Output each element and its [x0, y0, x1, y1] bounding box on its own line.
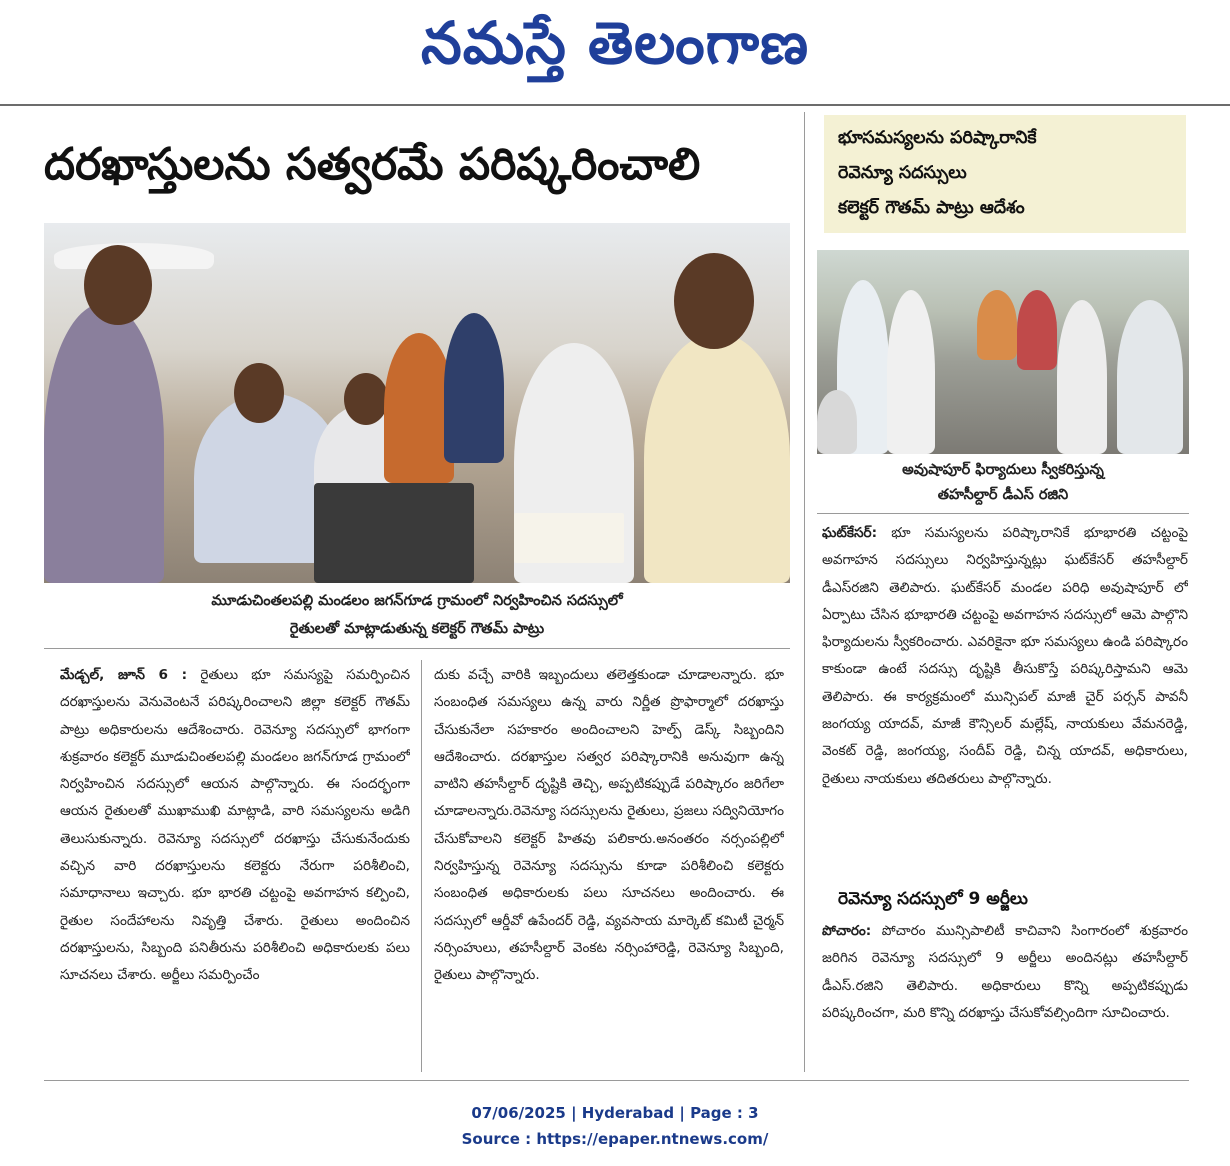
masthead-divider — [0, 104, 1230, 106]
pocharam-dateline: పోచారం: — [822, 923, 872, 939]
child-shape — [817, 390, 857, 454]
side-photo-caption-1: అవుషాపూర్ ఫిర్యాదులు స్వీకరిస్తున్న — [902, 462, 1104, 478]
section-divider — [804, 112, 805, 1072]
subheadline-3: కలెక్టర్ గౌతమ్ పాట్రు ఆదేశం — [838, 198, 1025, 218]
article-column-3 — [822, 520, 1188, 875]
person-head-shape — [674, 253, 754, 349]
person-standing-shape — [444, 313, 504, 463]
article-column-2 — [434, 662, 784, 1072]
person-head-shape — [344, 373, 388, 425]
footer-source: Source : https://epaper.ntnews.com/ — [461, 1130, 769, 1148]
footer — [0, 1100, 1230, 1152]
ghatkesar-dateline: ఘట్‌కేసర్: — [822, 525, 878, 541]
subheadline-box — [824, 115, 1186, 233]
papers-shape — [514, 513, 624, 563]
person-head-shape — [234, 363, 284, 423]
article-dateline: మేడ్చల్, జూన్ 6 : — [60, 667, 188, 683]
caption-divider — [817, 513, 1189, 514]
article-column-1 — [60, 662, 410, 1072]
subheadline-2: రెవెన్యూ సదస్సులు — [838, 163, 967, 183]
column-divider — [421, 660, 422, 1072]
footer-date-page: 07/06/2025 | Hyderabad | Page : 3 — [471, 1104, 759, 1122]
person-standing-shape — [44, 303, 164, 583]
article-headline: దరఖాస్తులను సత్వరమే పరిష్కరించాలి — [44, 139, 701, 190]
person-standing-shape — [1117, 300, 1183, 454]
person-standing-shape — [1057, 300, 1107, 454]
subheadline-1: భూసమస్యలను పరిష్కారానికే — [838, 128, 1037, 148]
ghatkesar-body: భూ సమస్యలను పరిష్కారానికే భూభారతి చట్టంపై అవగాహన సదస్సులు నిర్వహిస్తున్నట్లు ఘట్‌కేసర్ తహసీల్దార్ డీఎస్‌రజిని తెలిపారు. ఘట్‌కేసర్ మండల పరిధి అవుషాపూర్ లో ఏర్పాటు చేసిన భూభారతి చట్టంపై అవగాహన సదస్సులో ఆమె పాల్గొని ఫిర్యాదులను స్వీకరించారు. ఎవరికైనా భూ సమస్యలు ఉండి పరిష్కారం కాకుండా ఉంటే సదస్సు దృష్టికి తీసుకొస్తే పరిష్కరిస్తామని ఆమె తెలిపారు. ఈ కార్యక్రమంలో మున్సిపల్ మాజీ చైర్ పర్సన్ పావనీ జంగయ్య యాదవ్, మాజీ కౌన్సిలర్ మల్లేష్, నాయకులు వేమనరెడ్డి, వెంకట్ రెడ్డి, జంగయ్య, సందీప్ రెడ్డి, చిన్న యాదవ్, అధికారులు, రైతులు నాయకులు తదితరులు పాల్గొన్నారు. — [822, 525, 1188, 787]
pocharam-heading: రెవెన్యూ సదస్సులో 9 అర్జీలు — [838, 889, 1028, 909]
side-photo-caption-2: తహసీల్దార్ డీఎస్ రజిని — [937, 487, 1069, 503]
caption-divider — [44, 648, 790, 649]
newspaper-title: నమస్తే తెలంగాణ — [421, 8, 809, 77]
pocharam-body: పోచారం మున్సిపాలిటీ కాచివాని సింగారంలో శుక్రవారం జరిగిన రెవెన్యూ సదస్సులో 9 అర్జీలు అందినట్లు తహసీల్దార్ డీఎస్.రజిని తెలిపారు. అధికారులు కొన్ని అప్పటికప్పుడు పరిష్కరించగా, మరి కొన్ని దరఖాస్తు చేసుకోవల్సిందిగా సూచించారు. — [822, 923, 1188, 1021]
masthead — [0, 0, 1230, 100]
person-head-shape — [84, 245, 152, 325]
laptop-shape — [314, 483, 474, 583]
main-photo — [44, 223, 790, 583]
person-standing-shape — [887, 290, 935, 454]
main-photo-caption-1: మూడుచింతలపల్లి మండలం జగన్‌గూడ గ్రామంలో నిర్వహించిన సదస్సులో — [211, 593, 623, 609]
person-standing-shape — [644, 333, 790, 583]
pocharam-story — [822, 918, 1188, 1058]
main-photo-caption-2: రైతులతో మాట్లాడుతున్న కలెక్టర్ గౌతమ్ పాట్రు — [289, 621, 545, 637]
side-photo — [817, 250, 1189, 454]
article-body-2: దుకు వచ్చే వారికి ఇబ్బందులు తలెత్తకుండా చూడాలన్నారు. భూ సంబంధిత సమస్యలు ఉన్న వారు నిర్ణీత ప్రొఫార్మాలో దరఖాస్తు చేసుకునేలా సహకారం అందించాలని హెల్ప్ డెస్క్ సిబ్బందిని ఆదేశించారు. దరఖాస్తుల సత్వర పరిష్కారానికి అనువుగా ఉన్న వాటిని తహసీల్దార్ దృష్టికి తెచ్చి, అప్పటికప్పుడే పరిష్కారం జరిగేలా చూడాలన్నారు.రెవెన్యూ సదస్సులను రైతులు, ప్రజలు సద్వినియోగం చేసుకోవాలని కలెక్టర్ హితవు పలికారు.అనంతరం నర్సంపల్లిలో నిర్వహిస్తున్న రెవెన్యూ సదస్సును కూడా పరిశీలించి కలెక్టరు సంబంధిత అధికారులకు పలు సూచనలు అందించారు. ఈ సదస్సులో ఆర్డీవో ఉపేందర్ రెడ్డి, వ్యవసాయ మార్కెట్ కమిటీ చైర్మన్ నర్సింహులు, తహసీల్దార్ వెంకట నర్సింహారెడ్డి, రెవెన్యూ సిబ్బంది, రైతులు పాల్గొన్నారు. — [434, 667, 784, 984]
article-body-1: రైతులు భూ సమస్యపై సమర్పించిన దరఖాస్తులను వెనువెంటనే పరిష్కరించాలని జిల్లా కలెక్టర్ గౌతమ్ పాట్రు అధికారులను ఆదేశించారు. రెవెన్యూ సదస్సులో భాగంగా శుక్రవారం కలెక్టర్ మూడుచింతలపల్లి మండలం జగన్‌గూడ గ్రామంలో నిర్వహించిన సదస్సులో ఆయన పాల్గొన్నారు. ఈ సందర్భంగా ఆయన రైతులతో ముఖాముఖి మాట్లాడి, వారి సమస్యలను అడిగి తెలుసుకున్నారు. రెవెన్యూ సదస్సులో దరఖాస్తు చేసుకునేందుకు వచ్చిన వారి దరఖాస్తులను కలెక్టరు నేరుగా పరిశీలించి, సమాధానాలు ఇచ్చారు. భూ భారతి చట్టంపై అవగాహన కల్పించి, రైతుల సందేహాలను నివృత్తి చేశారు. రైతులు అందించిన దరఖాస్తులను, సిబ్బంది పనితీరును పరిశీలించి అధికారులకు పలు సూచనలు చేశారు. అర్జీలు సమర్పించేం — [60, 667, 410, 984]
bottom-divider — [44, 1080, 1189, 1081]
person-standing-shape — [1017, 290, 1057, 370]
person-standing-shape — [977, 290, 1017, 360]
